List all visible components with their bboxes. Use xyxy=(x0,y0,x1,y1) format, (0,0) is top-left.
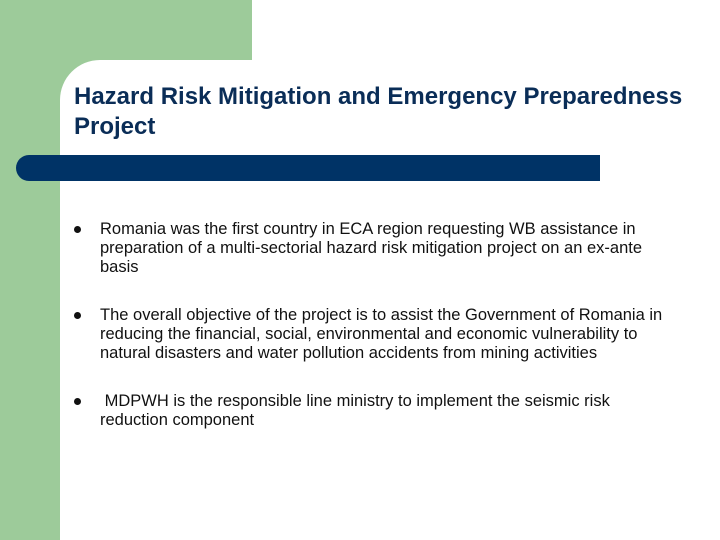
title-underline-bar xyxy=(16,155,600,181)
bullet-item xyxy=(74,392,674,430)
bullet-list xyxy=(74,220,674,459)
bullet-text: MDPWH is the responsible line ministry to implement the seismic risk reduction component xyxy=(100,392,615,429)
bullet-dot-icon xyxy=(74,312,81,319)
bullet-text: The overall objective of the project is to assist the Government of Romania in reducing the financial, social, environmental and economic vulnerability to natural disasters and water pollution accidents from mining activities xyxy=(100,306,667,362)
decorative-green-left-strip xyxy=(0,0,60,540)
bullet-item xyxy=(74,306,674,363)
slide-title: Hazard Risk Mitigation and Emergency Preparedness Project xyxy=(74,83,683,140)
bullet-item xyxy=(74,220,674,277)
bullet-dot-icon xyxy=(74,226,81,233)
bullet-text: Romania was the first country in ECA region requesting WB assistance in preparation of a multi-sectorial hazard risk mitigation project on an ex-ante basis xyxy=(100,220,647,276)
bullet-dot-icon xyxy=(74,398,81,405)
